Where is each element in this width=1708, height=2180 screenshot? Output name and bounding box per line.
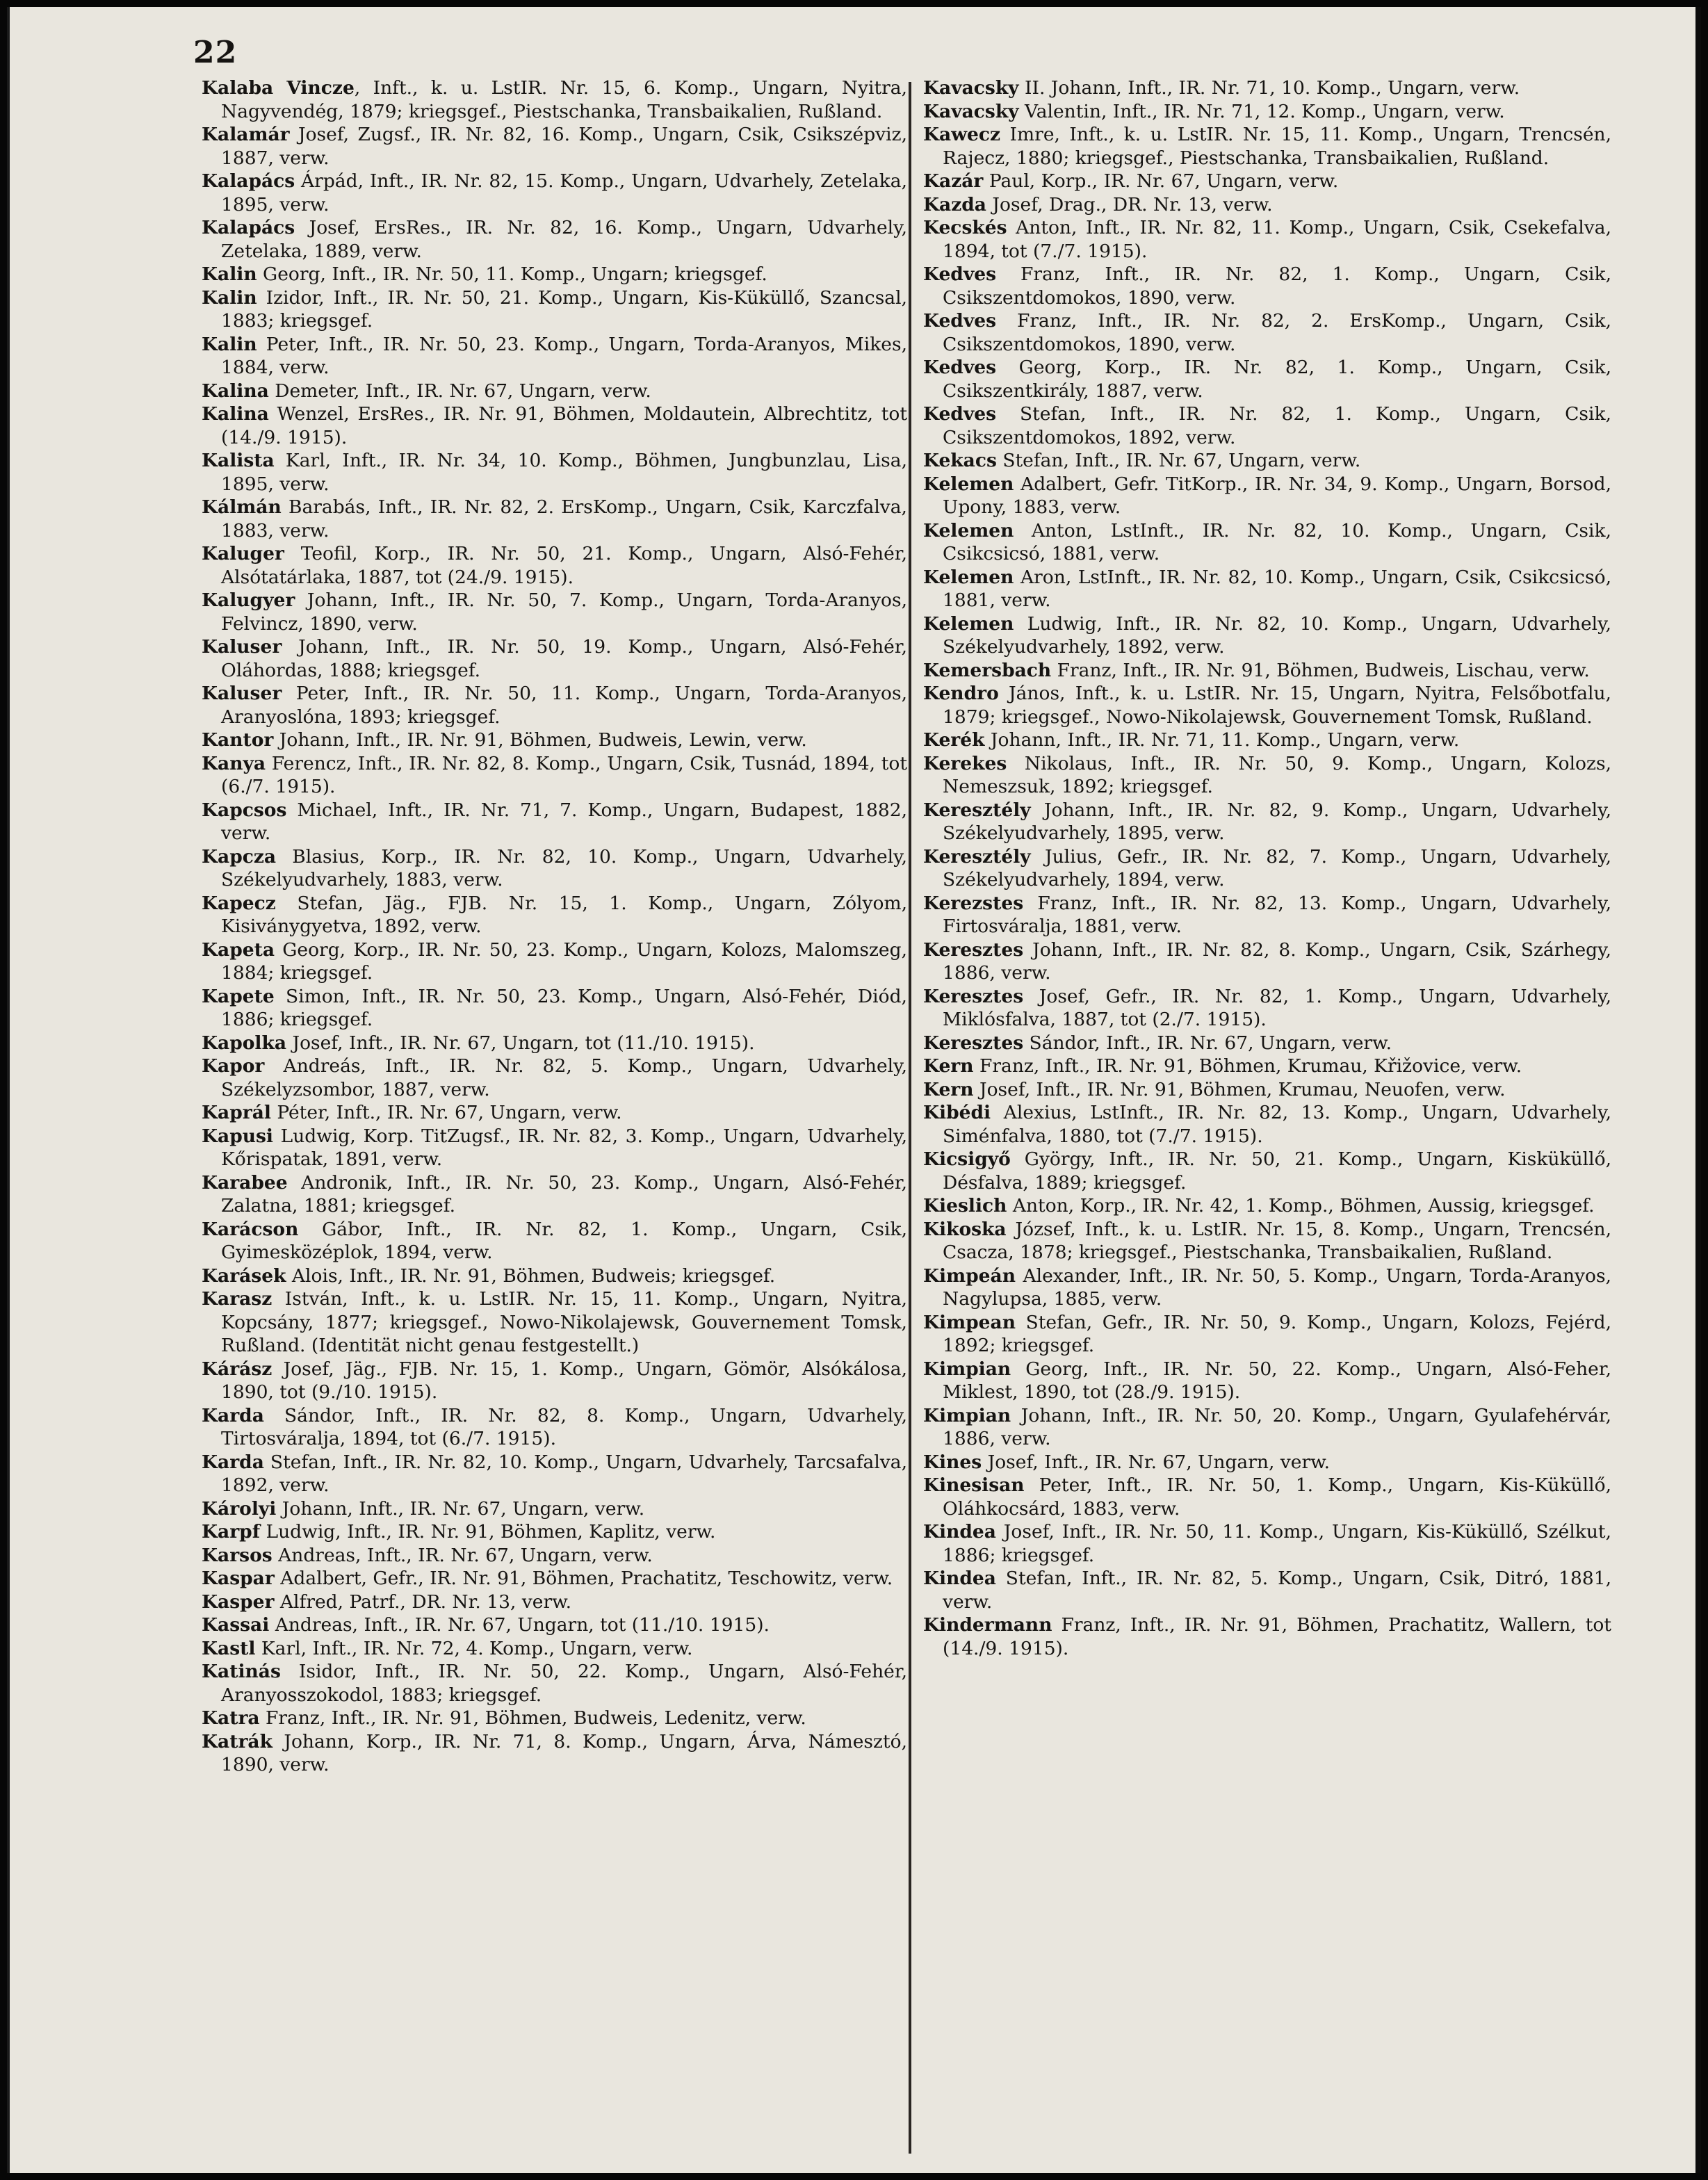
entry-surname: Kaprál <box>202 1102 271 1123</box>
list-entry <box>923 1218 1611 1264</box>
entry-details: Johann, Inft., IR. Nr. 82, 9. Komp., Ungarn, Udvarhely, Székelyudvarhely, 1895, verw. <box>943 799 1611 844</box>
entry-surname: Kanya <box>202 752 266 774</box>
entry-surname: Karabee <box>202 1171 288 1194</box>
list-entry <box>202 1567 907 1591</box>
list-entry <box>923 938 1611 985</box>
entry-surname: Karsos <box>202 1544 273 1566</box>
entry-details: Ludwig, Inft., IR. Nr. 82, 10. Komp., Ungarn, Udvarhely, Székelyudvarhely, 1892, verw. <box>943 612 1611 658</box>
entry-surname: Kelemen <box>923 473 1014 495</box>
entry-details: Johann, Inft., IR. Nr. 50, 20. Komp., Ungarn, Gyulafehérvár, 1886, verw. <box>943 1404 1611 1449</box>
entry-details: Georg, Korp., IR. Nr. 82, 1. Komp., Ungarn, Csik, Csikszentkirály, 1887, verw. <box>943 357 1611 402</box>
entry-surname: Kárász <box>202 1358 273 1380</box>
entry-surname: Kerezstes <box>923 892 1024 914</box>
entry-details: Peter, Inft., IR. Nr. 50, 1. Komp., Ungarn, Kis-Küküllő, Oláhkocsárd, 1883, verw. <box>943 1474 1611 1520</box>
entry-surname: Kalina <box>202 380 269 402</box>
list-entry <box>923 76 1611 100</box>
entry-details: Stefan, Inft., IR. Nr. 67, Ungarn, verw. <box>996 450 1361 471</box>
entry-surname: Kaluser <box>202 636 282 658</box>
left-column <box>202 76 907 1777</box>
entry-details: Michael, Inft., IR. Nr. 71, 7. Komp., Ungarn, Budapest, 1882, verw. <box>221 799 907 844</box>
entry-surname: Kines <box>923 1451 982 1473</box>
entry-details: Johann, Korp., IR. Nr. 71, 8. Komp., Ungarn, Árva, Námesztó, 1890, verw. <box>221 1730 907 1775</box>
entry-surname: Kapeta <box>202 938 275 961</box>
list-entry <box>202 1264 907 1288</box>
entry-details: Teofil, Korp., IR. Nr. 50, 21. Komp., Ungarn, Alsó-Fehér, Alsótatárlaka, 1887, tot (24./9. 1915). <box>221 543 907 588</box>
entry-details: Alfred, Patrf., DR. Nr. 13, verw. <box>274 1591 572 1613</box>
entry-details: Demeter, Inft., IR. Nr. 67, Ungarn, verw. <box>268 380 651 402</box>
entry-surname: Kalin <box>202 263 257 285</box>
entry-surname: Kern <box>923 1078 974 1100</box>
list-entry <box>923 309 1611 356</box>
list-entry <box>923 263 1611 309</box>
list-entry <box>202 635 907 682</box>
entry-details: Alexander, Inft., IR. Nr. 50, 5. Komp., Ungarn, Torda-Aranyos, Nagylupsa, 1885, verw. <box>943 1264 1611 1310</box>
list-entry <box>202 263 907 286</box>
list-entry <box>923 985 1611 1032</box>
entry-details: István, Inft., k. u. LstIR. Nr. 15, 11. Komp., Ungarn, Nyitra, Kopcsány, 1877; kriegsgef., Nowo-Nikolajewsk, Gouvernement Tomsk, Rußland. (Identität nicht genau festgestellt.) <box>221 1288 907 1356</box>
list-entry <box>923 799 1611 845</box>
list-entry <box>923 892 1611 938</box>
entry-surname: Kálmán <box>202 496 282 518</box>
list-entry <box>202 682 907 729</box>
entry-surname: Kapolka <box>202 1032 287 1054</box>
entry-surname: Kimpeán <box>923 1264 1016 1287</box>
entry-details: György, Inft., IR. Nr. 50, 21. Komp., Ungarn, Kisküküllő, Désfalva, 1889; kriegsgef. <box>943 1148 1611 1194</box>
entry-details: Adalbert, Gefr. TitKorp., IR. Nr. 34, 9. Komp., Ungarn, Borsod, Upony, 1883, verw. <box>943 473 1611 518</box>
list-entry <box>923 1194 1611 1218</box>
list-entry <box>202 938 907 985</box>
entry-details: Peter, Inft., IR. Nr. 50, 11. Komp., Ungarn, Torda-Aranyos, Aranyoslóna, 1893; kriegsgef. <box>221 683 907 728</box>
entry-surname: Kelemen <box>923 612 1014 635</box>
entry-details: Blasius, Korp., IR. Nr. 82, 10. Komp., Ungarn, Udvarhely, Székelyudvarhely, 1883, verw. <box>221 845 907 890</box>
list-entry <box>923 1613 1611 1660</box>
list-entry <box>923 1148 1611 1194</box>
entry-details: Karl, Inft., IR. Nr. 34, 10. Komp., Böhmen, Jungbunzlau, Lisa, 1895, verw. <box>221 450 907 495</box>
entry-details: Sándor, Inft., IR. Nr. 82, 8. Komp., Ungarn, Udvarhely, Tirtosváralja, 1894, tot (6./7. 1915). <box>221 1404 907 1449</box>
entry-surname: Kibédi <box>923 1102 991 1123</box>
entry-surname: Kelemen <box>923 566 1014 588</box>
entry-surname: Kapete <box>202 985 275 1007</box>
entry-details: Karl, Inft., IR. Nr. 72, 4. Komp., Ungarn, verw. <box>255 1637 693 1659</box>
list-entry <box>923 216 1611 263</box>
list-entry <box>202 76 907 123</box>
entry-details: Stefan, Inft., IR. Nr. 82, 10. Komp., Ungarn, Udvarhely, Tarcsafalva, 1892, verw. <box>221 1451 907 1496</box>
entry-surname: Kantor <box>202 729 274 751</box>
entry-surname: Karpf <box>202 1521 261 1543</box>
entry-details: Árpád, Inft., IR. Nr. 82, 15. Komp., Ungarn, Udvarhely, Zetelaka, 1895, verw. <box>221 170 907 215</box>
entry-surname: Kedves <box>923 310 997 332</box>
entry-surname: Kicsigyő <box>923 1148 1011 1170</box>
entry-surname: Keresztély <box>923 845 1031 868</box>
entry-details: Johann, Inft., IR. Nr. 82, 8. Komp., Ungarn, Csik, Szárhegy, 1886, verw. <box>943 938 1611 984</box>
entry-surname: Kimpian <box>923 1358 1011 1380</box>
entry-details: Franz, Inft., IR. Nr. 91, Böhmen, Budweis, Ledenitz, verw. <box>259 1707 806 1729</box>
list-entry <box>202 1730 907 1777</box>
entry-surname: Kindermann <box>923 1614 1052 1636</box>
entry-details: Stefan, Inft., IR. Nr. 82, 5. Komp., Ungarn, Csik, Ditró, 1881, verw. <box>943 1568 1611 1613</box>
list-entry <box>923 356 1611 402</box>
entry-details: Anton, LstInft., IR. Nr. 82, 10. Komp., Ungarn, Csik, Csikcsicsó, 1881, verw. <box>943 519 1611 564</box>
entry-details: Izidor, Inft., IR. Nr. 50, 21. Komp., Ungarn, Kis-Küküllő, Szancsal, 1883; kriegsgef. <box>221 286 907 332</box>
list-entry <box>923 1358 1611 1404</box>
entry-surname: Kimpian <box>923 1404 1011 1426</box>
entry-details: Johann, Inft., IR. Nr. 50, 19. Komp., Ungarn, Alsó-Fehér, Oláhordas, 1888; kriegsgef. <box>221 636 907 681</box>
entry-surname: Kecskés <box>923 217 1007 238</box>
entry-surname: Kaluger <box>202 543 284 564</box>
entry-details: Gábor, Inft., IR. Nr. 82, 1. Komp., Ungarn, Csik, Gyimesközéplok, 1894, verw. <box>221 1218 907 1263</box>
entry-details: Johann, Inft., IR. Nr. 71, 11. Komp., Ungarn, verw. <box>984 729 1460 751</box>
entry-details: Julius, Gefr., IR. Nr. 82, 7. Komp., Ungarn, Udvarhely, Székelyudvarhely, 1894, verw. <box>943 845 1611 890</box>
entry-details: Aron, LstInft., IR. Nr. 82, 10. Komp., Ungarn, Csik, Csikcsicsó, 1881, verw. <box>943 566 1611 611</box>
entry-surname: Karda <box>202 1451 264 1473</box>
entry-surname: Kapusi <box>202 1125 273 1147</box>
entry-surname: Kalaba Vincze <box>202 77 355 99</box>
entry-details: Franz, Inft., IR. Nr. 82, 13. Komp., Ungarn, Udvarhely, Firtosváralja, 1881, verw. <box>943 892 1611 937</box>
list-entry <box>202 123 907 170</box>
entry-surname: Keresztes <box>923 985 1024 1007</box>
list-entry <box>202 1613 907 1637</box>
list-entry <box>923 193 1611 217</box>
entry-surname: Kalapács <box>202 170 295 192</box>
entry-details: Alexius, LstInft., IR. Nr. 82, 13. Komp., Ungarn, Udvarhely, Siménfalva, 1880, tot (7./7. 1915). <box>943 1102 1611 1147</box>
list-entry <box>202 1218 907 1264</box>
entry-surname: Katrák <box>202 1730 273 1752</box>
list-entry <box>202 1101 907 1125</box>
entry-details: Andreas, Inft., IR. Nr. 67, Ungarn, tot (11./10. 1915). <box>269 1614 770 1636</box>
entry-surname: Katinás <box>202 1661 281 1682</box>
entry-details: Péter, Inft., IR. Nr. 67, Ungarn, verw. <box>270 1102 622 1123</box>
entry-details: Georg, Inft., IR. Nr. 50, 22. Komp., Ungarn, Alsó-Feher, Miklest, 1890, tot (28./9. 1915). <box>943 1358 1611 1403</box>
entry-details: József, Inft., k. u. LstIR. Nr. 15, 8. Komp., Ungarn, Trencsén, Csacza, 1878; kriegsgef., Piestschanka, Transbaikalien, Rußland. <box>943 1218 1611 1263</box>
entry-details: Josef, Jäg., FJB. Nr. 15, 1. Komp., Ungarn, Gömör, Alsókálosa, 1890, tot (9./10. 1915). <box>221 1358 907 1403</box>
list-entry <box>923 659 1611 683</box>
entry-surname: Kazda <box>923 193 986 215</box>
entry-surname: Kasper <box>202 1591 275 1613</box>
list-entry <box>202 1287 907 1358</box>
entry-surname: Kedves <box>923 403 997 425</box>
entry-surname: Kerekes <box>923 752 1007 774</box>
list-entry <box>923 100 1611 124</box>
list-entry <box>202 1032 907 1055</box>
entry-surname: Kavacsky <box>923 77 1019 99</box>
entry-surname: Kern <box>923 1055 974 1077</box>
entry-details: Ludwig, Inft., IR. Nr. 91, Böhmen, Kaplitz, verw. <box>260 1521 716 1543</box>
entry-surname: Keresztély <box>923 799 1031 821</box>
list-entry <box>923 402 1611 449</box>
list-entry <box>923 1055 1611 1078</box>
entry-surname: Kastl <box>202 1637 256 1659</box>
list-entry <box>202 496 907 542</box>
entry-details: Josef, Gefr., IR. Nr. 82, 1. Komp., Ungarn, Udvarhely, Miklósfalva, 1887, tot (2./7. 1915). <box>943 985 1611 1030</box>
right-column <box>923 76 1611 1660</box>
entry-surname: Kekacs <box>923 450 997 471</box>
entry-surname: Kavacsky <box>923 100 1019 122</box>
entry-details: Andreás, Inft., IR. Nr. 82, 5. Komp., Ungarn, Udvarhely, Székelyzsombor, 1887, verw. <box>221 1055 907 1100</box>
entry-details: Franz, Inft., IR. Nr. 82, 2. ErsKomp., Ungarn, Csik, Csikszentdomokos, 1890, verw. <box>943 310 1611 355</box>
entry-surname: Kelemen <box>923 519 1014 542</box>
entry-details: Josef, Inft., IR. Nr. 50, 11. Komp., Ungarn, Kis-Küküllő, Szélkut, 1886; kriegsgef. <box>943 1521 1611 1566</box>
list-entry <box>923 1311 1611 1358</box>
entry-surname: Kendro <box>923 683 999 704</box>
entry-surname: Karda <box>202 1404 264 1426</box>
list-entry <box>923 1101 1611 1148</box>
entry-details: Valentin, Inft., IR. Nr. 71, 12. Komp., Ungarn, verw. <box>1018 100 1505 122</box>
entry-details: Josef, Inft., IR. Nr. 67, Ungarn, verw. <box>982 1451 1331 1473</box>
entry-surname: Kedves <box>923 357 997 378</box>
entry-details: Josef, Zugsf., IR. Nr. 82, 16. Komp., Ungarn, Csik, Csikszépviz, 1887, verw. <box>221 124 907 169</box>
list-entry <box>923 845 1611 892</box>
entry-surname: Kindea <box>923 1521 996 1543</box>
list-entry <box>923 170 1611 193</box>
entry-surname: Kikoska <box>923 1218 1007 1240</box>
list-entry <box>202 892 907 938</box>
entry-surname: Kemersbach <box>923 659 1052 681</box>
entry-surname: Kindea <box>923 1568 996 1589</box>
list-entry <box>202 333 907 380</box>
entry-surname: Kinesisan <box>923 1474 1025 1496</box>
entry-surname: Karásek <box>202 1264 286 1287</box>
entry-details: Isidor, Inft., IR. Nr. 50, 22. Komp., Ungarn, Alsó-Fehér, Aranyosszokodol, 1883; kriegsgef. <box>221 1661 907 1706</box>
list-entry <box>202 216 907 263</box>
list-entry <box>923 449 1611 473</box>
entry-details: Stefan, Gefr., IR. Nr. 50, 9. Komp., Ungarn, Kolozs, Fejérd, 1892; kriegsgef. <box>943 1311 1611 1356</box>
list-entry <box>202 1660 907 1707</box>
entry-details: Johann, Inft., IR. Nr. 91, Böhmen, Budweis, Lewin, verw. <box>273 729 807 751</box>
list-entry <box>202 402 907 449</box>
entry-surname: Kerék <box>923 729 985 751</box>
list-entry <box>202 542 907 589</box>
entry-details: II. Johann, Inft., IR. Nr. 71, 10. Komp., Ungarn, verw. <box>1018 77 1520 99</box>
entry-details: Simon, Inft., IR. Nr. 50, 23. Komp., Ungarn, Alsó-Fehér, Diód, 1886; kriegsgef. <box>221 985 907 1030</box>
entry-details: Franz, Inft., IR. Nr. 91, Böhmen, Prachatitz, Wallern, tot (14./9. 1915). <box>943 1614 1611 1659</box>
entry-details: Stefan, Inft., IR. Nr. 82, 1. Komp., Ungarn, Csik, Csikszentdomokos, 1892, verw. <box>943 403 1611 448</box>
entry-details: Sándor, Inft., IR. Nr. 67, Ungarn, verw. <box>1023 1032 1392 1054</box>
entry-details: Adalbert, Gefr., IR. Nr. 91, Böhmen, Prachatitz, Teschowitz, verw. <box>274 1568 893 1589</box>
list-entry <box>923 519 1611 566</box>
entry-details: Franz, Inft., IR. Nr. 91, Böhmen, Krumau, Křižovice, verw. <box>973 1055 1522 1077</box>
entry-surname: Kimpean <box>923 1311 1016 1333</box>
list-entry <box>202 380 907 403</box>
entry-surname: Kassai <box>202 1614 270 1636</box>
entry-details: Imre, Inft., k. u. LstIR. Nr. 15, 11. Komp., Ungarn, Trencsén, Rajecz, 1880; kriegsgef., Piestschanka, Transbaikalien, Rußland. <box>943 124 1611 169</box>
entry-surname: Keresztes <box>923 938 1024 961</box>
entry-details: Stefan, Jäg., FJB. Nr. 15, 1. Komp., Ungarn, Zólyom, Kisiványgyetva, 1892, verw. <box>221 892 907 937</box>
entry-surname: Kalina <box>202 403 269 425</box>
list-entry <box>923 1078 1611 1102</box>
list-entry <box>202 1125 907 1171</box>
list-entry <box>202 449 907 496</box>
list-entry <box>202 1544 907 1568</box>
list-entry <box>202 286 907 333</box>
list-entry <box>202 1707 907 1730</box>
list-entry <box>923 1567 1611 1613</box>
entry-details: Andronik, Inft., IR. Nr. 50, 23. Komp., Ungarn, Alsó-Fehér, Zalatna, 1881; kriegsgef. <box>221 1171 907 1217</box>
entry-details: Andreas, Inft., IR. Nr. 67, Ungarn, verw. <box>272 1544 653 1566</box>
list-entry <box>923 752 1611 799</box>
entry-surname: Kalista <box>202 450 275 471</box>
entry-details: , Inft., k. u. LstIR. Nr. 15, 6. Komp., Ungarn, Nyitra, Nagyvendég, 1879; kriegsgef., Piestschanka, Transbaikalien, Rußland. <box>221 77 908 122</box>
list-entry <box>923 1264 1611 1311</box>
entry-surname: Kalin <box>202 286 257 309</box>
entry-surname: Kalapács <box>202 217 295 238</box>
entry-surname: Karasz <box>202 1288 273 1310</box>
entry-details: Nikolaus, Inft., IR. Nr. 50, 9. Komp., Ungarn, Kolozs, Nemeszsuk, 1892; kriegsgef. <box>943 752 1611 797</box>
entry-details: Josef, ErsRes., IR. Nr. 82, 16. Komp., Ungarn, Udvarhely, Zetelaka, 1889, verw. <box>221 217 907 262</box>
entry-surname: Kapcsos <box>202 799 287 821</box>
list-entry <box>202 1451 907 1497</box>
entry-surname: Kaluser <box>202 683 282 704</box>
list-entry <box>202 1358 907 1404</box>
list-entry <box>923 473 1611 519</box>
entry-surname: Kapecz <box>202 892 276 914</box>
entry-surname: Kapor <box>202 1055 265 1077</box>
entry-surname: Kalamár <box>202 124 290 145</box>
list-entry <box>202 1591 907 1614</box>
entry-surname: Kalugyer <box>202 589 295 611</box>
list-entry <box>202 1497 907 1521</box>
list-entry <box>202 752 907 799</box>
entry-surname: Károlyi <box>202 1497 277 1520</box>
list-entry <box>202 729 907 752</box>
list-entry <box>923 1520 1611 1567</box>
entry-surname: Kapcza <box>202 845 277 868</box>
entry-details: Anton, Inft., IR. Nr. 82, 11. Komp., Ungarn, Csik, Csekefalva, 1894, tot (7./7. 1915). <box>943 217 1611 262</box>
list-entry <box>202 1055 907 1101</box>
list-entry <box>202 1637 907 1661</box>
list-entry <box>202 845 907 892</box>
entry-surname: Kalin <box>202 333 257 355</box>
list-entry <box>923 1032 1611 1055</box>
entry-details: Ludwig, Korp. TitZugsf., IR. Nr. 82, 3. Komp., Ungarn, Udvarhely, Kőrispatak, 1891, verw. <box>221 1125 907 1170</box>
list-entry <box>202 1520 907 1544</box>
list-entry <box>202 1171 907 1218</box>
list-entry <box>923 123 1611 170</box>
list-entry <box>923 566 1611 612</box>
list-entry <box>202 1404 907 1451</box>
entry-details: Barabás, Inft., IR. Nr. 82, 2. ErsKomp., Ungarn, Csik, Karczfalva, 1883, verw. <box>221 496 907 542</box>
entry-surname: Katra <box>202 1707 260 1729</box>
entry-surname: Keresztes <box>923 1032 1024 1054</box>
entry-details: Anton, Korp., IR. Nr. 42, 1. Komp., Böhmen, Aussig, kriegsgef. <box>1007 1195 1595 1217</box>
list-entry <box>923 682 1611 729</box>
entry-details: Georg, Inft., IR. Nr. 50, 11. Komp., Ungarn; kriegsgef. <box>257 263 767 285</box>
entry-details: Franz, Inft., IR. Nr. 91, Böhmen, Budweis, Lischau, verw. <box>1051 659 1590 681</box>
entry-details: Josef, Inft., IR. Nr. 91, Böhmen, Krumau, Neuofen, verw. <box>973 1078 1506 1100</box>
list-entry <box>923 1451 1611 1474</box>
entry-details: Paul, Korp., IR. Nr. 67, Ungarn, verw. <box>983 170 1339 192</box>
list-entry <box>202 589 907 635</box>
column-divider <box>909 82 911 2154</box>
entry-details: Johann, Inft., IR. Nr. 50, 7. Komp., Ungarn, Torda-Aranyos, Felvincz, 1890, verw. <box>221 589 907 635</box>
entry-surname: Kieslich <box>923 1195 1007 1217</box>
entry-surname: Karácson <box>202 1218 299 1240</box>
list-entry <box>202 170 907 216</box>
entry-details: Wenzel, ErsRes., IR. Nr. 91, Böhmen, Moldautein, Albrechtitz, tot (14./9. 1915). <box>221 403 907 448</box>
entry-details: Alois, Inft., IR. Nr. 91, Böhmen, Budweis; kriegsgef. <box>286 1264 776 1287</box>
entry-details: Georg, Korp., IR. Nr. 50, 23. Komp., Ungarn, Kolozs, Malomszeg, 1884; kriegsgef. <box>221 938 907 984</box>
list-entry <box>202 799 907 845</box>
entry-details: Josef, Drag., DR. Nr. 13, verw. <box>986 193 1273 215</box>
entry-surname: Kazár <box>923 170 984 192</box>
entry-details: Peter, Inft., IR. Nr. 50, 23. Komp., Ungarn, Torda-Aranyos, Mikes, 1884, verw. <box>221 333 907 378</box>
entry-surname: Kawecz <box>923 124 1001 145</box>
entry-details: Josef, Inft., IR. Nr. 67, Ungarn, tot (11./10. 1915). <box>286 1032 755 1054</box>
entry-details: János, Inft., k. u. LstIR. Nr. 15, Ungarn, Nyitra, Felsőbotfalu, 1879; kriegsgef., Nowo-Nikolajewsk, Gouvernement Tomsk, Rußland. <box>943 683 1611 728</box>
entry-details: Johann, Inft., IR. Nr. 67, Ungarn, verw. <box>276 1497 645 1520</box>
list-entry <box>923 1404 1611 1451</box>
list-entry <box>923 1474 1611 1520</box>
entry-surname: Kedves <box>923 263 997 285</box>
entry-details: Ferencz, Inft., IR. Nr. 82, 8. Komp., Ungarn, Csik, Tusnád, 1894, tot (6./7. 1915). <box>221 752 907 797</box>
page-number: 22 <box>193 35 238 70</box>
list-entry <box>923 612 1611 659</box>
list-entry <box>923 729 1611 752</box>
entry-details: Franz, Inft., IR. Nr. 82, 1. Komp., Ungarn, Csik, Csikszentdomokos, 1890, verw. <box>943 263 1611 309</box>
list-entry <box>202 985 907 1032</box>
entry-surname: Kaspar <box>202 1568 275 1589</box>
